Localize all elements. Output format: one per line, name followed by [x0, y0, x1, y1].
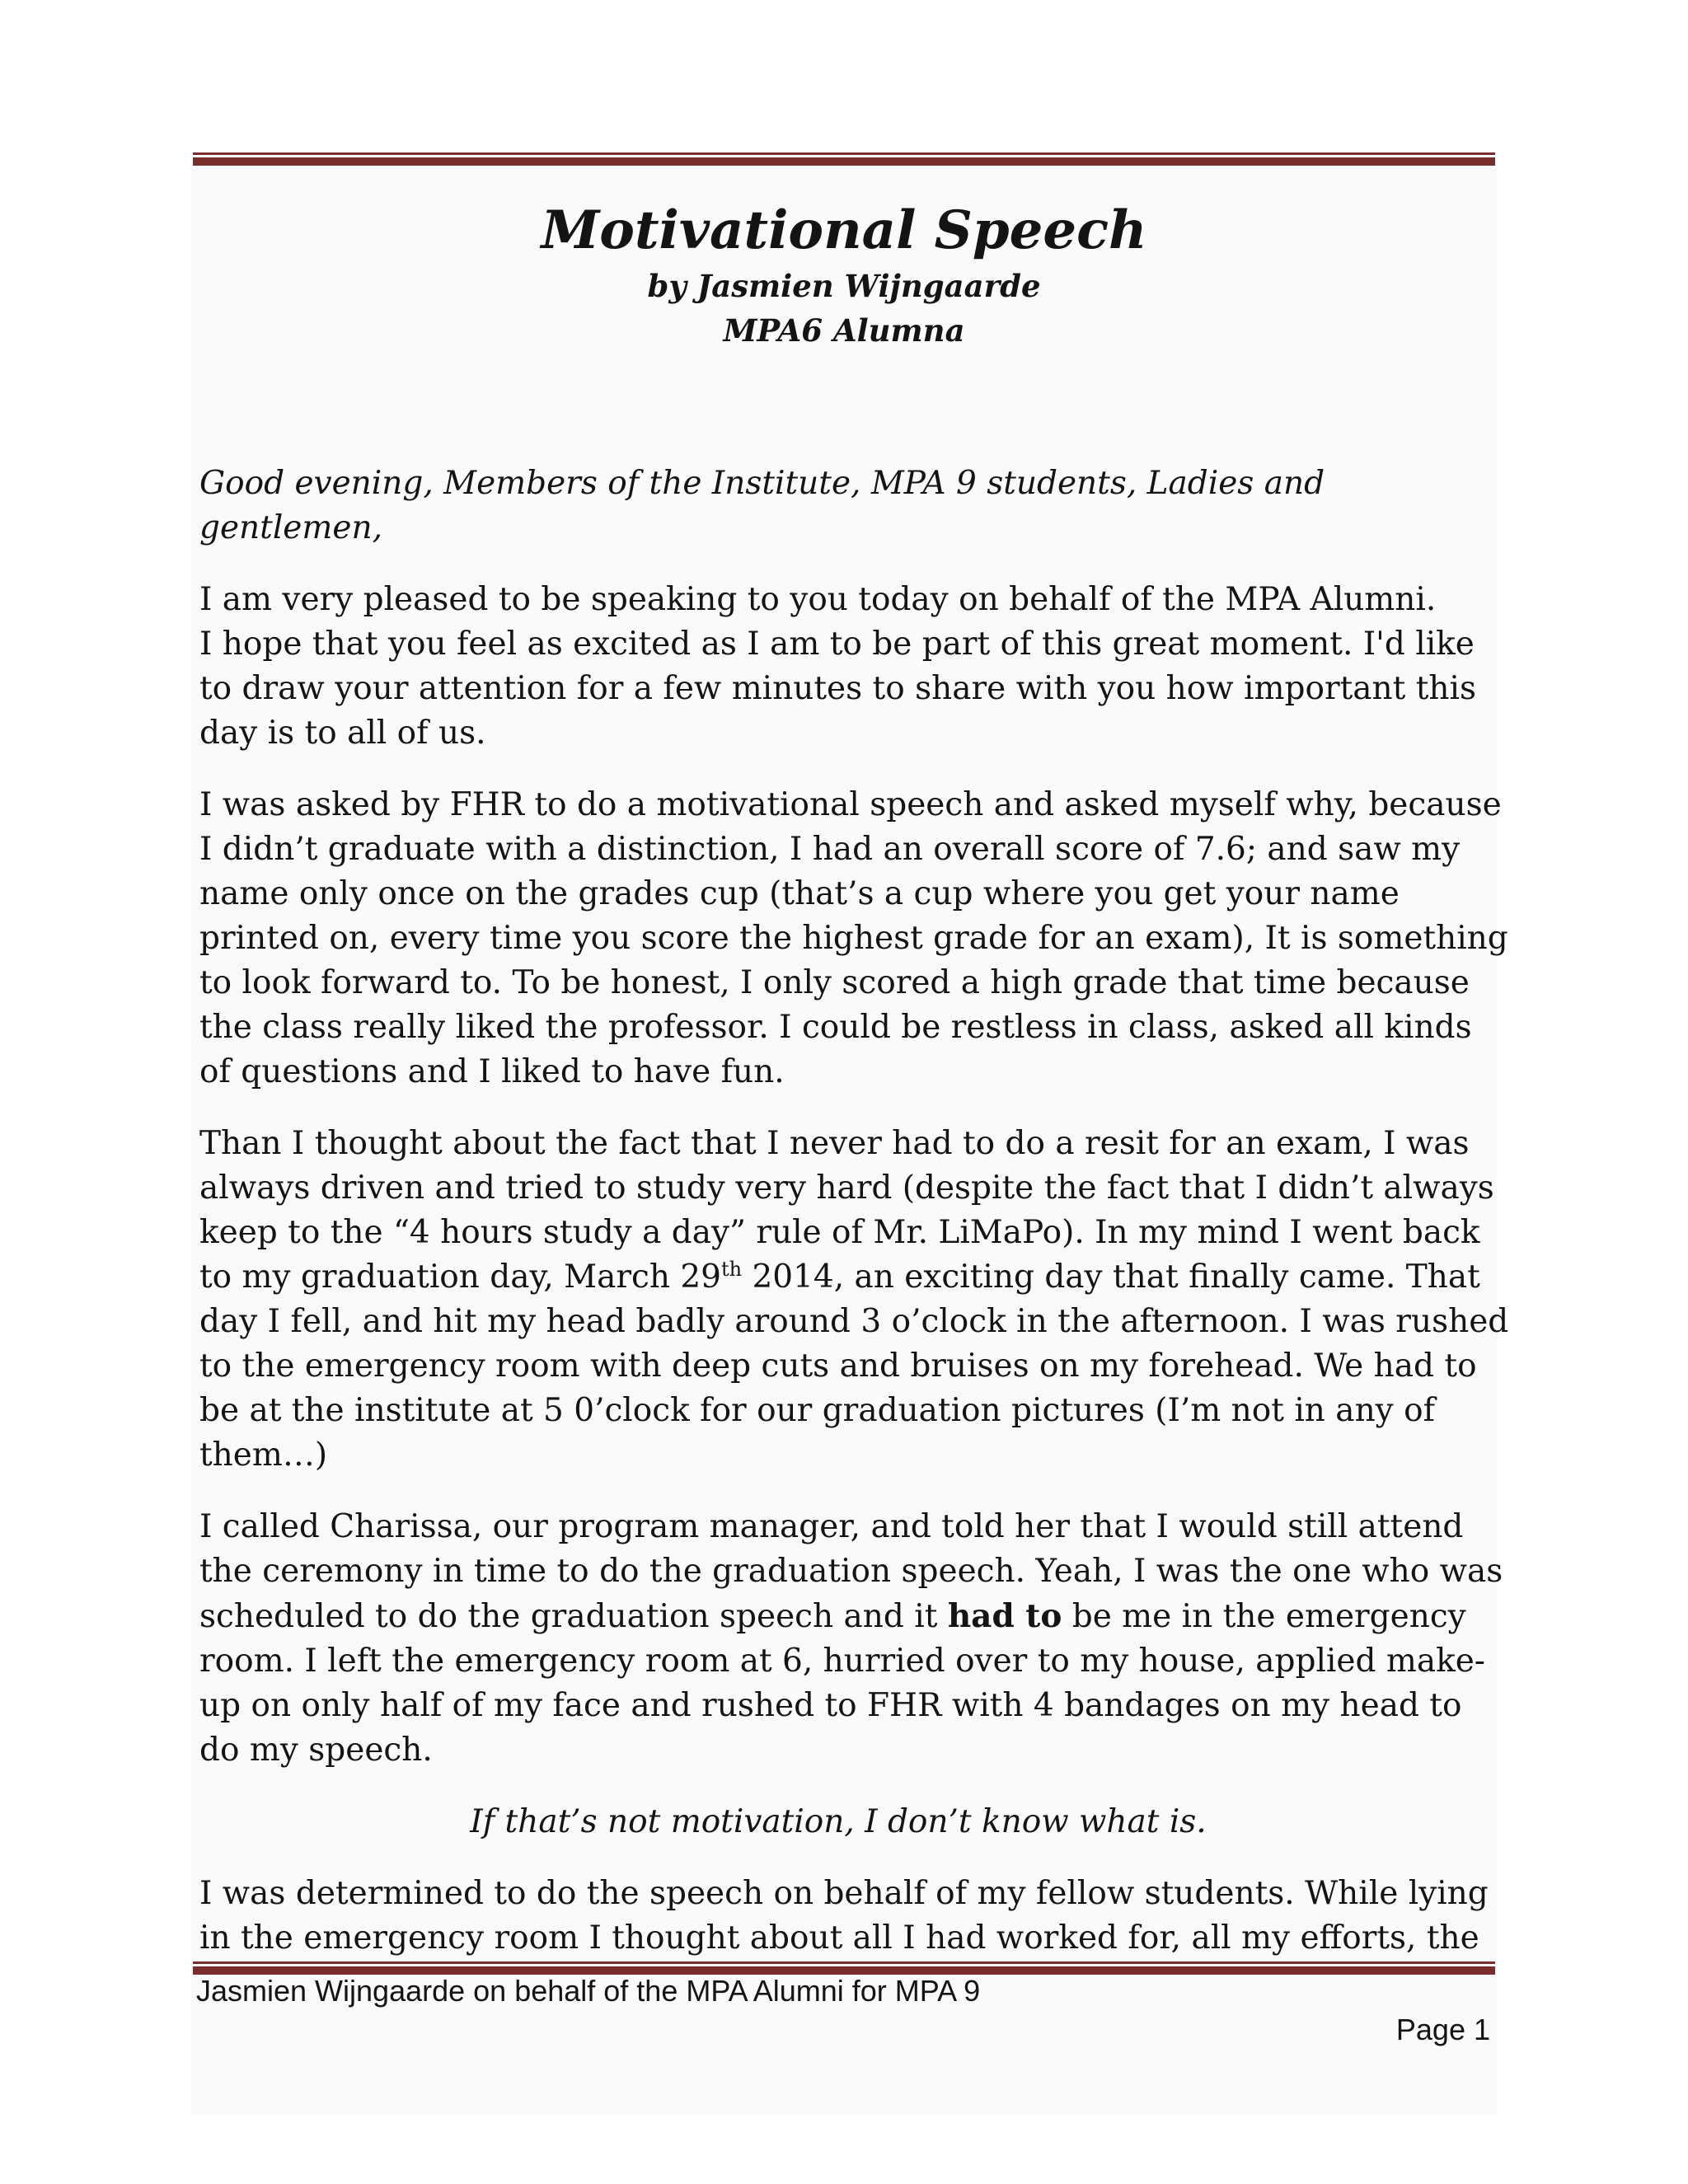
- title-block: [193, 198, 1495, 353]
- footer-text: Jasmien Wijngaarde on behalf of the MPA Alumni for MPA 9: [196, 1974, 981, 2008]
- paragraph-3-text-a: Than I thought about the fact that I never had to do a resit for an exam, I was always driven and tried to study very hard (despite the fact that I didn’t always keep to the “4 hours study a day” rule of Mr. LiMaPo). In my mind I went back to my graduation day, March 29: [199, 1125, 1494, 1296]
- paragraph-2: I was asked by FHR to do a motivational speech and asked myself why, because I didn’t graduate with a distinction, I had an overall score of 7.6; and saw my name only once on the grades cup (that’s a cup where you get your name printed on, every time you score the highest grade for an exam), It is something to look forward to. To be honest, I only scored a high grade that time because the class really liked the professor. I could be restless in class, asked all kinds of questions and I liked to have fun.: [199, 786, 1508, 1090]
- paragraph-4-text-a: I called Charissa, our program manager, and told her that I would still attend the ceremony in time to do the graduation speech. Yeah, I was the one who was scheduled to do the graduation speech and it: [199, 1508, 1503, 1635]
- salutation: Good evening, Members of the Institute, MPA 9 students, Ladies and gentlemen,: [199, 465, 1325, 546]
- paragraph-3-text-b: 2014, an exciting day that finally came. That day I fell, and hit my head badly around 3 o’clock in the afternoon. I was rushed to the emergency room with deep cuts and bruises on my forehead. We had to be at the institute at 5 0’clock for our graduation pictures (I’m not in any of them…): [199, 1258, 1509, 1474]
- paragraph-1: I am very pleased to be speaking to you today on behalf of the MPA Alumni. I hope that you feel as excited as I am to be part of this great moment. I'd like to draw your attention for a few minutes to share with you how important this day is to all of us.: [199, 581, 1476, 752]
- speech-body: [199, 462, 1510, 1988]
- paragraph-3: [199, 1122, 1510, 1478]
- ordinal-suffix: th: [720, 1258, 743, 1281]
- author-role: MPA6 Alumna: [723, 312, 965, 349]
- emphasis-had-to: had to: [947, 1597, 1062, 1635]
- page-number: Page 1: [1395, 2013, 1490, 2046]
- page-title: Motivational Speech: [541, 199, 1147, 261]
- paragraph-4-text-b: be me in the emergency room. I left the emergency room at 6, hurried over to my house, applied make-up on only half of my face and rushed to FHR with 4 bandages on my head to do my speech.: [199, 1598, 1485, 1769]
- byline: by Jasmien Wijngaarde: [647, 268, 1041, 304]
- paragraph-5: I was determined to do the speech on behalf of my fellow students. While lying in the emergency room I thought about all I had worked for, all my efforts, the: [199, 1875, 1489, 1957]
- header-rule: [193, 152, 1495, 166]
- motivation-quote: If that’s not motivation, I don’t know what is.: [470, 1803, 1207, 1840]
- paragraph-4: [199, 1505, 1510, 1773]
